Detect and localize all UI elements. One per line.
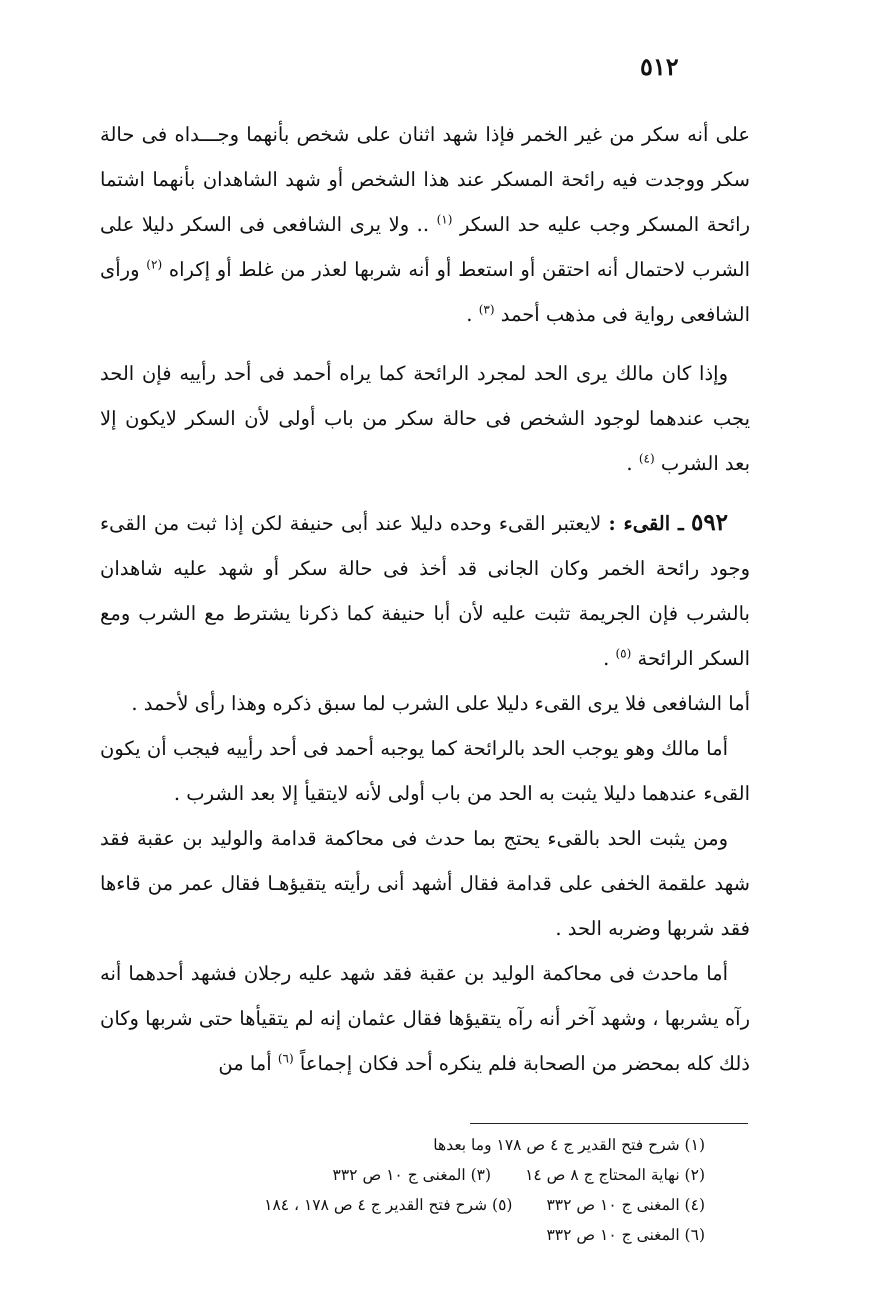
paragraph-2	[100, 351, 750, 486]
page-number: ٥١٢	[640, 52, 679, 81]
footnote: (٥) شرح فتح القدير ج ٤ ص ١٧٨ ، ١٨٤	[264, 1196, 513, 1214]
footnote-divider	[470, 1123, 748, 1124]
paragraph-text: أما الشافعى فلا يرى القىء دليلا على الشرب لما سبق ذكره وهذا رأى لأحمد .	[131, 692, 750, 715]
footnote-ref: (٢)	[146, 257, 163, 272]
section-number: ٥٩٢	[690, 509, 729, 536]
paragraph-text: على أنه سكر من غير الخمر فإذا شهد اثنان على شخص بأنهما وجـــداه فى حالة سكر ووجدت فيه رائحة المسكر عند هذا الشخص أو شهد الشاهدان بأنهما اشتما رائحة المسكر وجب عليه حد السكر	[100, 123, 751, 236]
section-title: ـ القىء :	[608, 512, 684, 535]
footnote: (٤) المغنى ج ١٠ ص ٣٣٢	[546, 1196, 705, 1214]
paragraph-end: .	[626, 452, 633, 475]
footnote: (٣) المغنى ج ١٠ ص ٣٣٢	[332, 1166, 492, 1184]
paragraph-5	[100, 726, 750, 816]
footnote: (٢) نهاية المحتاج ج ٨ ص ١٤	[525, 1166, 705, 1184]
paragraph-text: وإذا كان مالك يرى الحد لمجرد الرائحة كما يراه أحمد فى أحد رأييه فإن الحد يجب عندهما لوجود الشخص فى حالة سكر من باب أولى لأن السكر لايكون إلا بعد الشرب	[100, 362, 750, 475]
body-text	[100, 112, 750, 1086]
footnote-line	[130, 1130, 705, 1160]
footnotes	[130, 1130, 705, 1250]
footnote: (٦) المغنى ج ١٠ ص ٣٣٢	[546, 1226, 705, 1244]
footnote-line	[130, 1220, 705, 1250]
paragraph-text: ورأى الشافعى رواية فى مذهب أحمد	[100, 258, 750, 326]
paragraph-text: .. ولا يرى الشافعى فى السكر دليلا على الشرب لاحتمال أنه احتقن أو استعط أو أنه شربها لعذر من غلط أو إكراه	[100, 213, 751, 281]
footnote-ref: (٥)	[615, 646, 632, 661]
footnote-line	[130, 1190, 705, 1220]
paragraph-text: لايعتبر القىء وحده دليلا عند أبى حنيفة لكن إذا ثبت من القىء وجود رائحة الخمر وكان الجانى قد أخذ فى حالة سكر أو شهد عليه شاهدان بالشرب فإن الجريمة تثبت عليه لأن أبا حنيفة كما ذكرنا يشترط مع الشرب ومع السكر الرائحة	[100, 512, 750, 670]
footnote-ref: (٦)	[277, 1051, 294, 1066]
footnote-ref: (٤)	[638, 451, 655, 466]
paragraph-end: .	[466, 303, 473, 326]
paragraph-6	[100, 816, 750, 951]
paragraph-4	[100, 681, 750, 726]
footnote-ref: (٣)	[478, 302, 495, 317]
footnote-ref: (١)	[436, 212, 453, 227]
paragraph-text: أما ماحدث فى محاكمة الوليد بن عقبة فقد شهد عليه رجلان فشهد أحدهما أنه رآه يشربها ، وشهد آخر أنه رآه يتقيؤها فقال عثمان إنه لم يتقيأها حتى شربها وكان ذلك كله بمحضر من الصحابة فلم ينكره أحد فكان إجماعاً	[100, 962, 750, 1075]
footnote-line	[130, 1160, 705, 1190]
paragraph-1	[100, 112, 750, 337]
paragraph-end: .	[603, 647, 610, 670]
paragraph-end: أما من	[218, 1052, 272, 1075]
paragraph-7	[100, 951, 750, 1086]
paragraph-text: أما مالك وهو يوجب الحد بالرائحة كما يوجبه أحمد فى أحد رأييه فيجب أن يكون القىء عندهما دليلا يثبت به الحد من باب أولى لأنه لايتقيأ إلا بعد الشرب .	[100, 737, 750, 805]
paragraph-text: ومن يثبت الحد بالقىء يحتج بما حدث فى محاكمة قدامة والوليد بن عقبة فقد شهد علقمة الخفى على قدامة فقال أشهد أنى رأيته يتقيؤهـا فقال عمر من قاءها فقد شربها وضربه الحد .	[100, 827, 750, 940]
section-592	[100, 500, 750, 681]
footnote: (١) شرح فتح القدير ج ٤ ص ١٧٨ وما بعدها	[433, 1136, 705, 1154]
